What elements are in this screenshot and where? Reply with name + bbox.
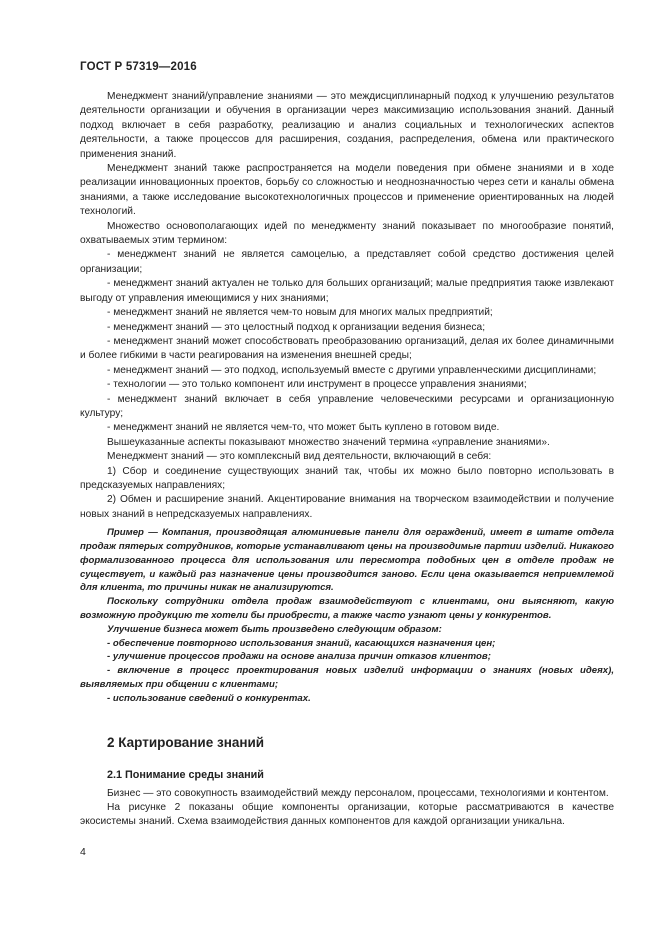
list-item: - менеджмент знаний — это целостный подход к организации ведения бизнеса;: [107, 321, 486, 333]
example-list-item: - включение в процесс проектирования новых изделий информации о знаниях (новых идеях), выявляемых при общении с клиентами;: [80, 665, 614, 690]
example-paragraph: Улучшение бизнеса может быть произведено следующим образом:: [107, 623, 442, 635]
body-paragraph: Множество основополагающих идей по менеджменту знаний показывает по многообразие понятий, охватываемых этим термином:: [80, 220, 614, 247]
list-item: - менеджмент знаний не является чем-то новым для многих малых предприятий;: [107, 307, 493, 319]
list-item: - технологии — это только компонент или инструмент в процессе управления знаниями;: [107, 379, 527, 391]
subsection-heading: 2.1 Понимание среды знаний: [107, 768, 264, 781]
example-list-item: - обеспечение повторного использования знаний, касающихся назначения цен;: [107, 637, 496, 649]
example-list-item: - использование сведений о конкурентах.: [107, 692, 311, 704]
example-paragraph: Пример — Компания, производящая алюминиевые панели для ограждений, имеет в штате отдела продаж пятерых сотрудников, которые устанавливают цены на производимые партии изделий. Никакого формализованного процесса для использования или пересмотра подобных цен в отделе продаж не существует, и каждый раз назначение цены производится заново. Если цена оказывается неприемлемой для клиента, то причины никак не анализируются.: [80, 527, 614, 594]
list-item: - менеджмент знаний не является чем-то, что может быть куплено в готовом виде.: [107, 422, 500, 434]
list-item: - менеджмент знаний может способствовать преобразованию организаций, делая их более динамичными и более гибкими в части реагирования на изменения внешней среды;: [80, 335, 614, 362]
list-item: - менеджмент знаний актуален не только для больших организаций; малые предприятия также извлекают выгоду от управления имеющимися у них знаниями;: [80, 278, 614, 304]
body-paragraph: Менеджмент знаний также распространяется на модели поведения при обмене знаниями и в ходе реализации инновационных проектов, борьбу со сложностью и неоднозначностью через сети и каналы обмена знаниями, а также исследование высокотехнологичных процессов и применение ориентированных на людей технологий.: [80, 163, 614, 218]
document-code-header: ГОСТ Р 57319—2016: [80, 61, 197, 73]
body-paragraph: 1) Сбор и соединение существующих знаний так, чтобы их можно было повторно использовать в предсказуемых направлениях;: [80, 465, 614, 491]
body-paragraph: Вышеуказанные аспекты показывают множество значений термина «управление знаниями».: [107, 436, 550, 448]
example-paragraph: Поскольку сотрудники отдела продаж взаимодействуют с клиентами, они выясняют, какую возможную продукцию те хотели бы приобрести, а также часто узнают цены у конкурентов.: [80, 596, 614, 621]
body-paragraph: 2) Обмен и расширение знаний. Акцентирование внимания на творческом взаимодействии и получение новых знаний в непредсказуемых направлениях.: [80, 494, 614, 520]
list-item: - менеджмент знаний включает в себя управление человеческими ресурсами и организационную культуру;: [80, 393, 614, 419]
example-block: [80, 526, 614, 705]
body-paragraph: Бизнес — это совокупность взаимодействий между персоналом, процессами, технологиями и контентом.: [107, 787, 609, 799]
body-paragraph: На рисунке 2 показаны общие компоненты организации, которые рассматриваются в качестве экосистемы знаний. Схема взаимодействия данных компонентов для каждой организации уникальна.: [80, 801, 614, 828]
page-number: 4: [80, 846, 86, 858]
page-body: [80, 90, 614, 830]
list-item: - менеджмент знаний не является самоцелью, а представляет собой средство достижения целей организации;: [80, 249, 614, 275]
section-heading: 2 Картирование знаний: [107, 734, 265, 750]
body-paragraph: Менеджмент знаний — это комплексный вид деятельности, включающий в себя:: [107, 451, 492, 463]
example-list-item: - улучшение процессов продажи на основе анализа причин отказов клиентов;: [107, 651, 491, 663]
body-paragraph: Менеджмент знаний/управление знаниями — это междисциплинарный подход к улучшению результатов деятельности организации и обучения в организации через максимизацию использования знаний. Данный подход включает в себя разработку, реализацию и анализ социальных и технологических аспектов деятельности, а также процессов для расширения, создания, распределения, обмена или практического применения знаний.: [80, 91, 614, 160]
list-item: - менеджмент знаний — это подход, используемый вместе с другими управленческими дисциплинами;: [107, 364, 597, 376]
